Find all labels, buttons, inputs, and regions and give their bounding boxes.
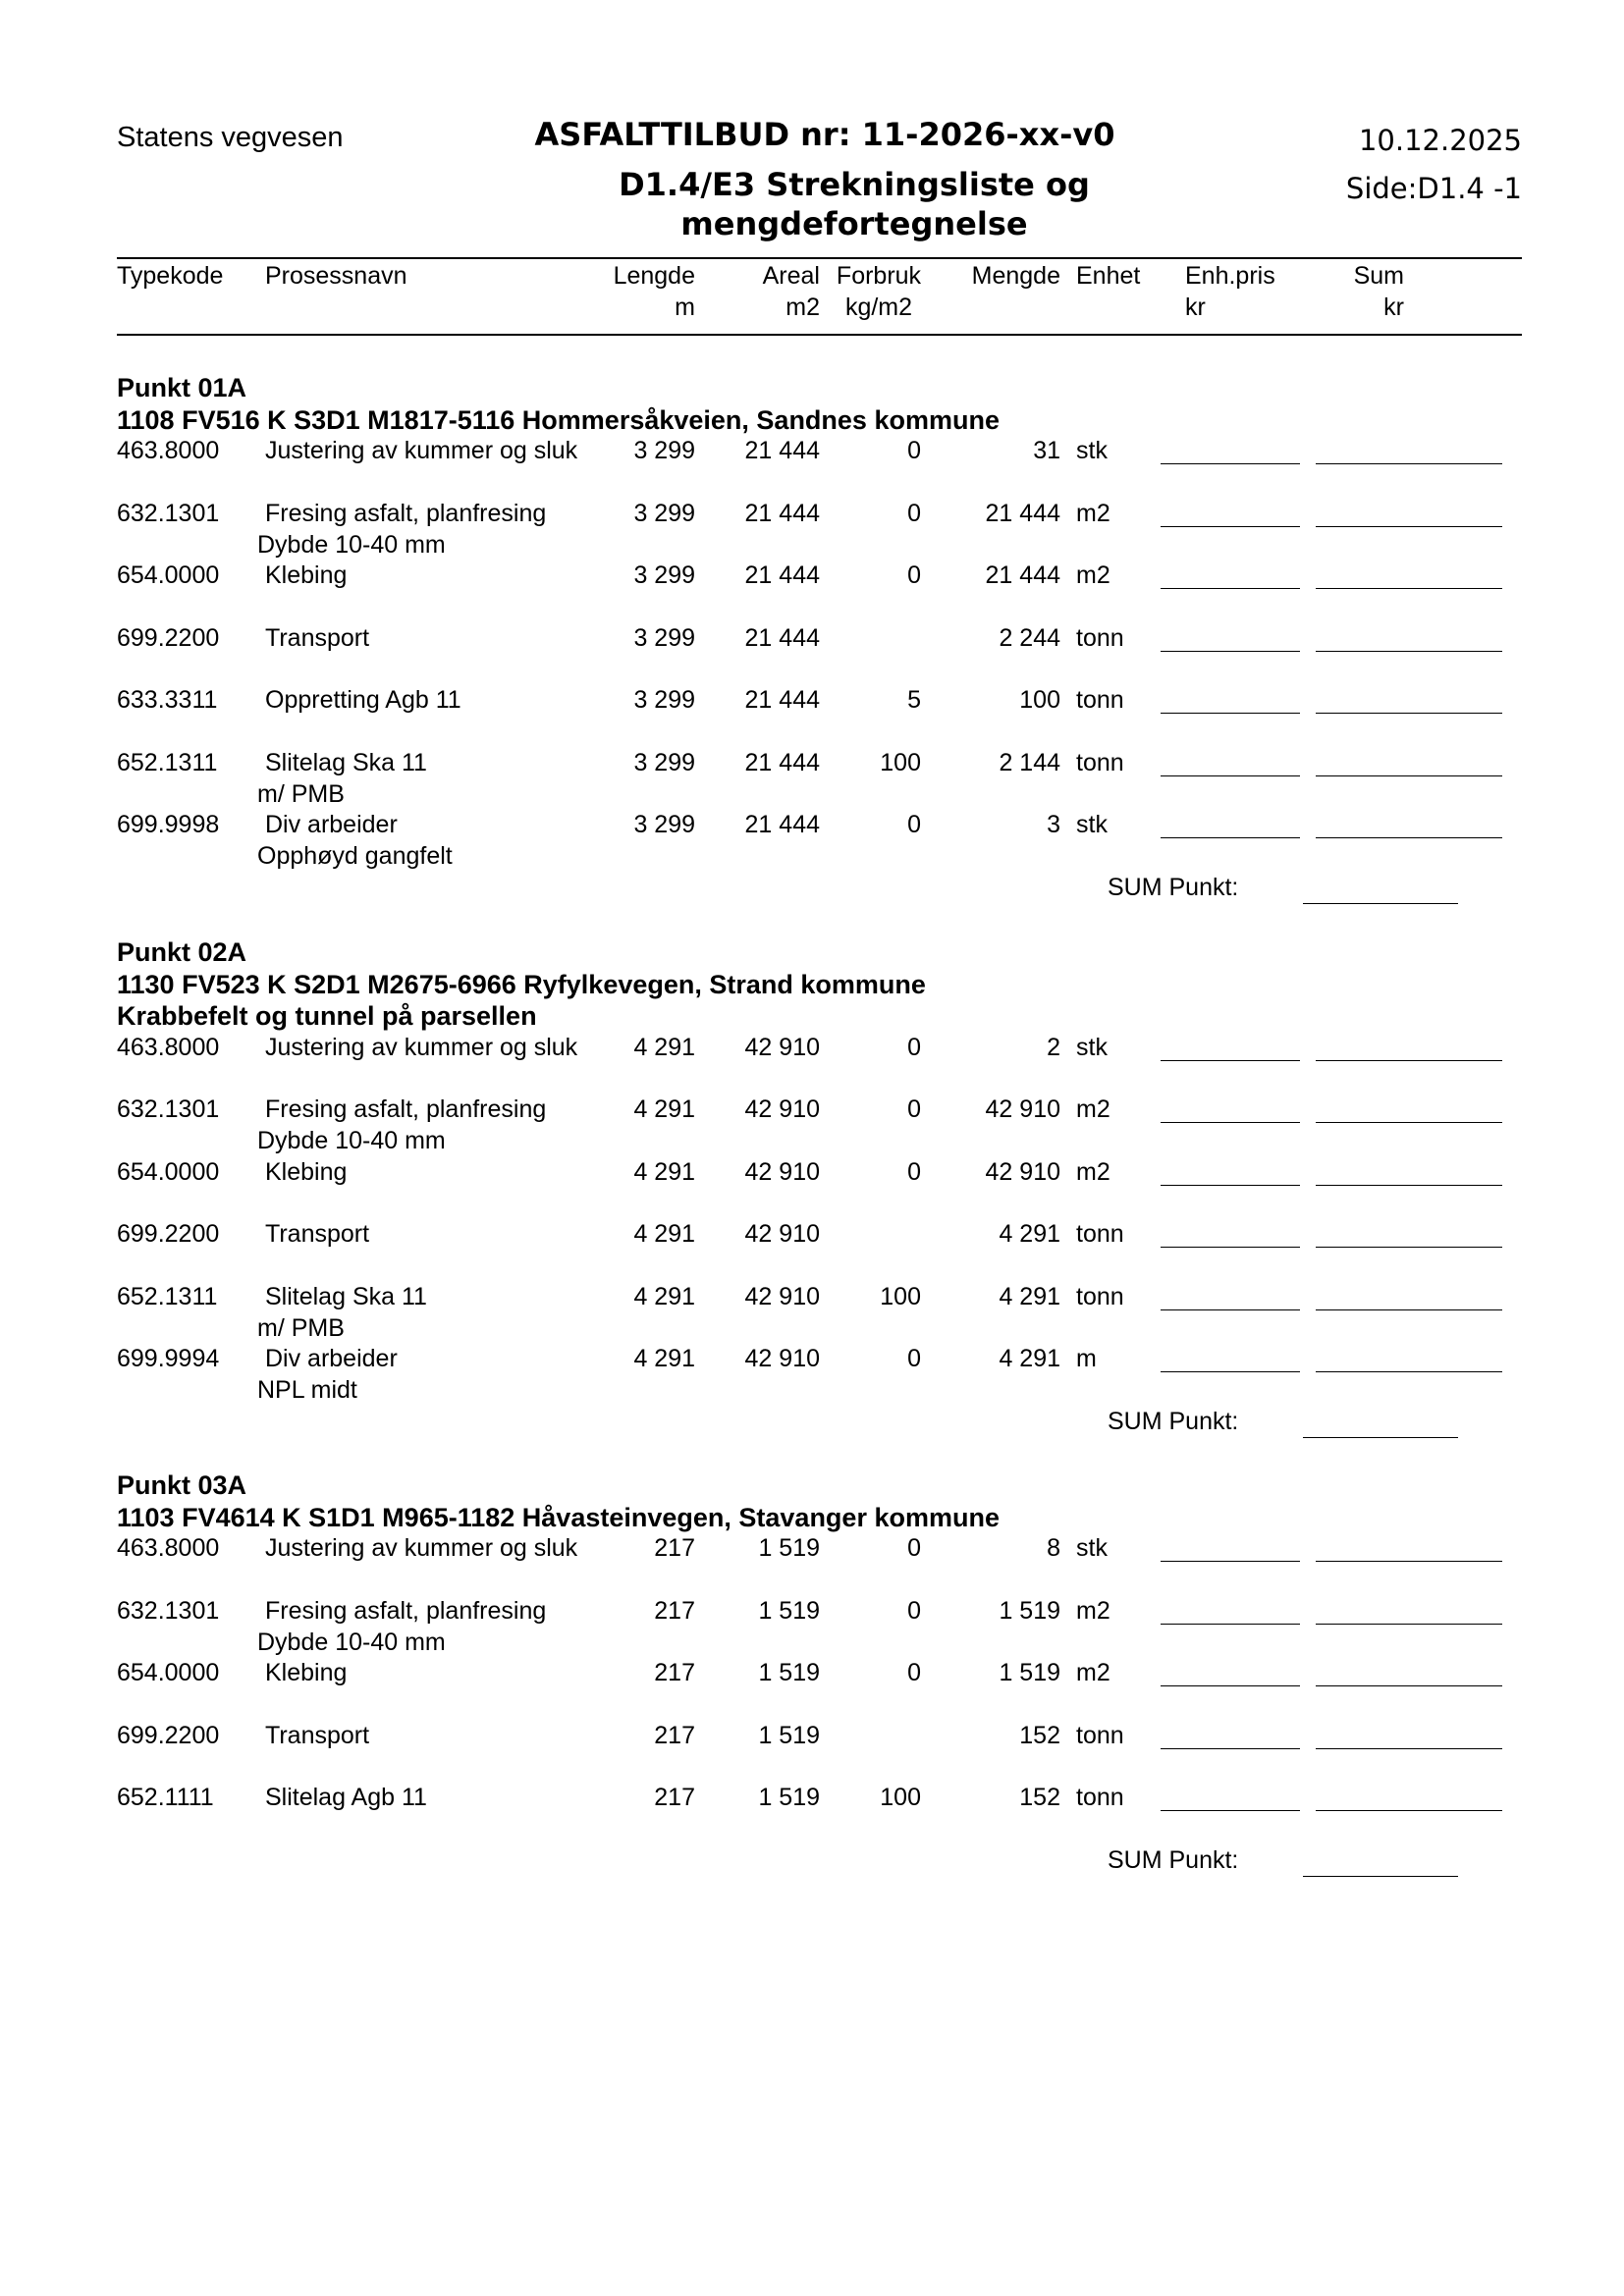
lengde-cell: 3 299 (633, 437, 695, 464)
sum-input-line[interactable] (1316, 1122, 1502, 1123)
lengde-cell: 3 299 (633, 811, 695, 838)
areal-cell: 42 910 (744, 1033, 820, 1061)
document-date: 10.12.2025 (1358, 124, 1522, 157)
typekode-cell: 632.1301 (117, 499, 220, 527)
prosessnavn-cell: Transport (265, 623, 370, 652)
col-mengde: Mengde (971, 262, 1060, 290)
enhpris-input-line[interactable] (1161, 526, 1300, 527)
prosessnavn-cell: Div arbeider (265, 1345, 398, 1372)
lengde-cell: 3 299 (633, 623, 695, 652)
areal-cell: 21 444 (744, 561, 820, 589)
enhet-cell: stk (1076, 1033, 1108, 1061)
forbruk-cell: 0 (907, 1095, 921, 1123)
document-subtitle: D1.4/E3 Strekningsliste og mengdefortegnelse (619, 166, 1090, 242)
lengde-cell: 4 291 (633, 1157, 695, 1186)
typekode-cell: 699.9998 (117, 811, 220, 838)
forbruk-cell: 100 (880, 748, 921, 776)
table-row (0, 1534, 1624, 1566)
lengde-cell: 4 291 (633, 1282, 695, 1310)
sum-input-line[interactable] (1316, 1748, 1502, 1749)
typekode-cell: 652.1311 (117, 748, 218, 776)
sum-input-line[interactable] (1316, 1185, 1502, 1186)
enhpris-input-line[interactable] (1161, 1371, 1300, 1372)
areal-cell: 42 910 (744, 1095, 820, 1123)
mengde-cell: 152 (1019, 1721, 1060, 1749)
col-lengde-unit: m (675, 294, 695, 321)
typekode-cell: 699.9994 (117, 1345, 220, 1372)
areal-cell: 21 444 (744, 499, 820, 527)
sum-input-line[interactable] (1316, 1810, 1502, 1811)
enhet-cell: stk (1076, 1534, 1108, 1562)
enhpris-input-line[interactable] (1161, 463, 1300, 464)
enhpris-input-line[interactable] (1161, 1247, 1300, 1248)
prosess-subtext: NPL midt (257, 1376, 357, 1404)
table-row (0, 1596, 1624, 1656)
header-rule-top (117, 257, 1522, 259)
col-areal-unit: m2 (785, 294, 820, 321)
col-forbruk-label: Forbruk (836, 262, 922, 290)
areal-cell: 42 910 (744, 1282, 820, 1310)
sum-punkt-input-line[interactable] (1303, 1437, 1458, 1438)
typekode-cell: 699.2200 (117, 623, 220, 652)
lengde-cell: 4 291 (633, 1095, 695, 1123)
col-sum-unit: kr (1383, 294, 1404, 321)
table-row (0, 1095, 1624, 1154)
table-row (0, 1282, 1624, 1342)
section-punkt: Punkt 03A (117, 1470, 247, 1500)
col-areal (717, 260, 820, 323)
enhet-cell: m (1076, 1345, 1097, 1372)
sum-input-line[interactable] (1316, 1060, 1502, 1061)
sum-input-line[interactable] (1316, 775, 1502, 776)
enhet-cell: m2 (1076, 1157, 1110, 1186)
mengde-cell: 21 444 (985, 499, 1060, 527)
lengde-cell: 4 291 (633, 1345, 695, 1372)
table-row (0, 686, 1624, 718)
enhpris-input-line[interactable] (1161, 775, 1300, 776)
areal-cell: 21 444 (744, 811, 820, 838)
prosessnavn-cell: Fresing asfalt, planfresing (265, 1095, 547, 1123)
typekode-cell: 654.0000 (117, 561, 220, 589)
mengde-cell: 1 519 (999, 1596, 1060, 1625)
enhet-cell: m2 (1076, 561, 1110, 589)
section-road: 1130 FV523 K S2D1 M2675-6966 Ryfylkevegen, Strand kommune (117, 969, 926, 999)
prosessnavn-cell: Slitelag Ska 11 (265, 748, 427, 776)
document-title: ASFALTTILBUD nr: 11-2026-xx-v0 (534, 116, 1115, 153)
prosessnavn-cell: Slitelag Agb 11 (265, 1784, 427, 1811)
areal-cell: 21 444 (744, 748, 820, 776)
header-rule-bottom (117, 334, 1522, 336)
table-row (0, 499, 1624, 559)
lengde-cell: 217 (654, 1721, 695, 1749)
enhet-cell: tonn (1076, 748, 1124, 776)
table-row (0, 811, 1624, 870)
enhet-cell: m2 (1076, 1095, 1110, 1123)
col-typekode: Typekode (117, 262, 224, 290)
mengde-cell: 4 291 (999, 1345, 1060, 1372)
enhet-cell: tonn (1076, 1721, 1124, 1749)
areal-cell: 1 519 (758, 1784, 820, 1811)
forbruk-cell: 0 (907, 499, 921, 527)
prosess-subtext: m/ PMB (257, 779, 345, 808)
forbruk-cell: 5 (907, 686, 921, 714)
section-note: Krabbefelt og tunnel på parsellen (117, 1001, 537, 1031)
typekode-cell: 463.8000 (117, 1534, 220, 1562)
prosessnavn-cell: Oppretting Agb 11 (265, 686, 461, 714)
col-prosessnavn: Prosessnavn (265, 262, 407, 290)
table-row (0, 1659, 1624, 1690)
mengde-cell: 4 291 (999, 1282, 1060, 1310)
sum-input-line[interactable] (1316, 526, 1502, 527)
forbruk-cell: 0 (907, 561, 921, 589)
sum-input-line[interactable] (1316, 1561, 1502, 1562)
table-row (0, 437, 1624, 468)
forbruk-cell: 0 (907, 1345, 921, 1372)
prosessnavn-cell: Justering av kummer og sluk (265, 437, 578, 464)
mengde-cell: 4 291 (999, 1220, 1060, 1248)
enhpris-input-line[interactable] (1161, 1810, 1300, 1811)
enhpris-input-line[interactable] (1161, 837, 1300, 838)
enhpris-input-line[interactable] (1161, 1561, 1300, 1562)
lengde-cell: 3 299 (633, 748, 695, 776)
mengde-cell: 42 910 (985, 1095, 1060, 1123)
sum-input-line[interactable] (1316, 1624, 1502, 1625)
enhet-cell: m2 (1076, 499, 1110, 527)
typekode-cell: 463.8000 (117, 1033, 220, 1061)
areal-cell: 21 444 (744, 437, 820, 464)
col-enhpris (1185, 260, 1275, 323)
areal-cell: 42 910 (744, 1220, 820, 1248)
areal-cell: 21 444 (744, 686, 820, 714)
enhet-cell: tonn (1076, 623, 1124, 652)
sum-input-line[interactable] (1316, 1309, 1502, 1310)
prosessnavn-cell: Fresing asfalt, planfresing (265, 499, 547, 527)
enhet-cell: tonn (1076, 1282, 1124, 1310)
col-areal-label: Areal (762, 262, 820, 290)
typekode-cell: 632.1301 (117, 1095, 220, 1123)
col-lengde (589, 260, 695, 323)
typekode-cell: 652.1111 (117, 1784, 214, 1811)
areal-cell: 1 519 (758, 1721, 820, 1749)
col-sum (1345, 260, 1404, 323)
prosess-subtext: Dybde 10-40 mm (257, 1127, 446, 1154)
prosessnavn-cell: Div arbeider (265, 811, 398, 838)
mengde-cell: 21 444 (985, 561, 1060, 589)
enhet-cell: m2 (1076, 1659, 1110, 1686)
typekode-cell: 654.0000 (117, 1659, 220, 1686)
prosess-subtext: Dybde 10-40 mm (257, 1628, 446, 1656)
sum-input-line[interactable] (1316, 1247, 1502, 1248)
areal-cell: 1 519 (758, 1534, 820, 1562)
mengde-cell: 1 519 (999, 1659, 1060, 1686)
enhpris-input-line[interactable] (1161, 1685, 1300, 1686)
col-enhpris-unit: kr (1185, 294, 1206, 321)
enhpris-input-line[interactable] (1161, 1309, 1300, 1310)
col-lengde-label: Lengde (613, 262, 695, 290)
enhet-cell: tonn (1076, 1220, 1124, 1248)
enhet-cell: m2 (1076, 1596, 1110, 1625)
prosessnavn-cell: Transport (265, 1220, 370, 1248)
table-row (0, 748, 1624, 808)
org-name: Statens vegvesen (117, 122, 344, 153)
mengde-cell: 8 (1047, 1534, 1060, 1562)
enhet-cell: tonn (1076, 686, 1124, 714)
lengde-cell: 3 299 (633, 686, 695, 714)
table-row (0, 1034, 1624, 1065)
prosessnavn-cell: Justering av kummer og sluk (265, 1033, 578, 1061)
table-row (0, 1345, 1624, 1404)
forbruk-cell: 0 (907, 437, 921, 464)
section-road: 1103 FV4614 K S1D1 M965-1182 Håvasteinvegen, Stavanger kommune (117, 1502, 1000, 1532)
table-row (0, 1784, 1624, 1815)
enhpris-input-line[interactable] (1161, 588, 1300, 589)
enhpris-input-line[interactable] (1161, 1624, 1300, 1625)
col-forbruk-unit: kg/m2 (844, 294, 913, 321)
section-punkt: Punkt 02A (117, 937, 247, 967)
prosessnavn-cell: Fresing asfalt, planfresing (265, 1596, 547, 1625)
typekode-cell: 633.3311 (117, 686, 218, 714)
typekode-cell: 654.0000 (117, 1157, 220, 1186)
table-row (0, 1220, 1624, 1252)
areal-cell: 1 519 (758, 1596, 820, 1625)
sum-punkt-label: SUM Punkt: (1108, 873, 1239, 901)
forbruk-cell: 100 (880, 1282, 921, 1310)
areal-cell: 42 910 (744, 1157, 820, 1186)
mengde-cell: 100 (1019, 686, 1060, 714)
table-row (0, 1722, 1624, 1753)
areal-cell: 42 910 (744, 1345, 820, 1372)
col-sum-label: Sum (1353, 262, 1404, 290)
prosessnavn-cell: Transport (265, 1721, 370, 1749)
page-number: Side:D1.4 -1 (1345, 172, 1522, 205)
mengde-cell: 31 (1033, 437, 1060, 464)
col-enhpris-label: Enh.pris (1185, 262, 1275, 290)
mengde-cell: 2 144 (999, 748, 1060, 776)
sum-input-line[interactable] (1316, 463, 1502, 464)
forbruk-cell: 0 (907, 1596, 921, 1625)
mengde-cell: 2 244 (999, 623, 1060, 652)
lengde-cell: 4 291 (633, 1033, 695, 1061)
prosess-subtext: Dybde 10-40 mm (257, 530, 446, 559)
forbruk-cell: 0 (907, 1659, 921, 1686)
typekode-cell: 632.1301 (117, 1596, 220, 1625)
prosessnavn-cell: Slitelag Ska 11 (265, 1282, 427, 1310)
col-forbruk (835, 260, 923, 323)
sum-input-line[interactable] (1316, 588, 1502, 589)
lengde-cell: 4 291 (633, 1220, 695, 1248)
mengde-cell: 42 910 (985, 1157, 1060, 1186)
sum-punkt-input-line[interactable] (1303, 903, 1458, 904)
lengde-cell: 217 (654, 1596, 695, 1625)
enhpris-input-line[interactable] (1161, 1748, 1300, 1749)
mengde-cell: 3 (1047, 811, 1060, 838)
forbruk-cell: 100 (880, 1784, 921, 1811)
prosessnavn-cell: Justering av kummer og sluk (265, 1534, 578, 1562)
section-punkt: Punkt 01A (117, 373, 247, 402)
typekode-cell: 699.2200 (117, 1220, 220, 1248)
sum-input-line[interactable] (1316, 1685, 1502, 1686)
forbruk-cell: 0 (907, 1157, 921, 1186)
prosessnavn-cell: Klebing (265, 561, 348, 589)
table-row (0, 624, 1624, 656)
section-road: 1108 FV516 K S3D1 M1817-5116 Hommersåkveien, Sandnes kommune (117, 404, 1000, 435)
forbruk-cell: 0 (907, 1534, 921, 1562)
lengde-cell: 217 (654, 1534, 695, 1562)
prosessnavn-cell: Klebing (265, 1157, 348, 1186)
lengde-cell: 217 (654, 1784, 695, 1811)
sum-input-line[interactable] (1316, 1371, 1502, 1372)
sum-punkt-label: SUM Punkt: (1108, 1407, 1239, 1435)
mengde-cell: 152 (1019, 1784, 1060, 1811)
areal-cell: 1 519 (758, 1659, 820, 1686)
enhpris-input-line[interactable] (1161, 1060, 1300, 1061)
typekode-cell: 463.8000 (117, 437, 220, 464)
enhpris-input-line[interactable] (1161, 651, 1300, 652)
sum-input-line[interactable] (1316, 651, 1502, 652)
lengde-cell: 3 299 (633, 561, 695, 589)
enhpris-input-line[interactable] (1161, 1122, 1300, 1123)
enhet-cell: stk (1076, 811, 1108, 838)
prosess-subtext: m/ PMB (257, 1313, 345, 1342)
typekode-cell: 652.1311 (117, 1282, 218, 1310)
enhpris-input-line[interactable] (1161, 713, 1300, 714)
sum-input-line[interactable] (1316, 713, 1502, 714)
lengde-cell: 217 (654, 1659, 695, 1686)
forbruk-cell: 0 (907, 811, 921, 838)
lengde-cell: 3 299 (633, 499, 695, 527)
enhet-cell: tonn (1076, 1784, 1124, 1811)
table-row (0, 1158, 1624, 1190)
sum-punkt-input-line[interactable] (1303, 1876, 1458, 1877)
prosess-subtext: Opphøyd gangfelt (257, 842, 453, 870)
forbruk-cell: 0 (907, 1033, 921, 1061)
sum-input-line[interactable] (1316, 837, 1502, 838)
enhet-cell: stk (1076, 437, 1108, 464)
sum-punkt-label: SUM Punkt: (1108, 1845, 1239, 1874)
prosessnavn-cell: Klebing (265, 1659, 348, 1686)
areal-cell: 21 444 (744, 623, 820, 652)
typekode-cell: 699.2200 (117, 1721, 220, 1749)
table-row (0, 561, 1624, 593)
mengde-cell: 2 (1047, 1033, 1060, 1061)
enhpris-input-line[interactable] (1161, 1185, 1300, 1186)
col-enhet: Enhet (1076, 262, 1141, 290)
